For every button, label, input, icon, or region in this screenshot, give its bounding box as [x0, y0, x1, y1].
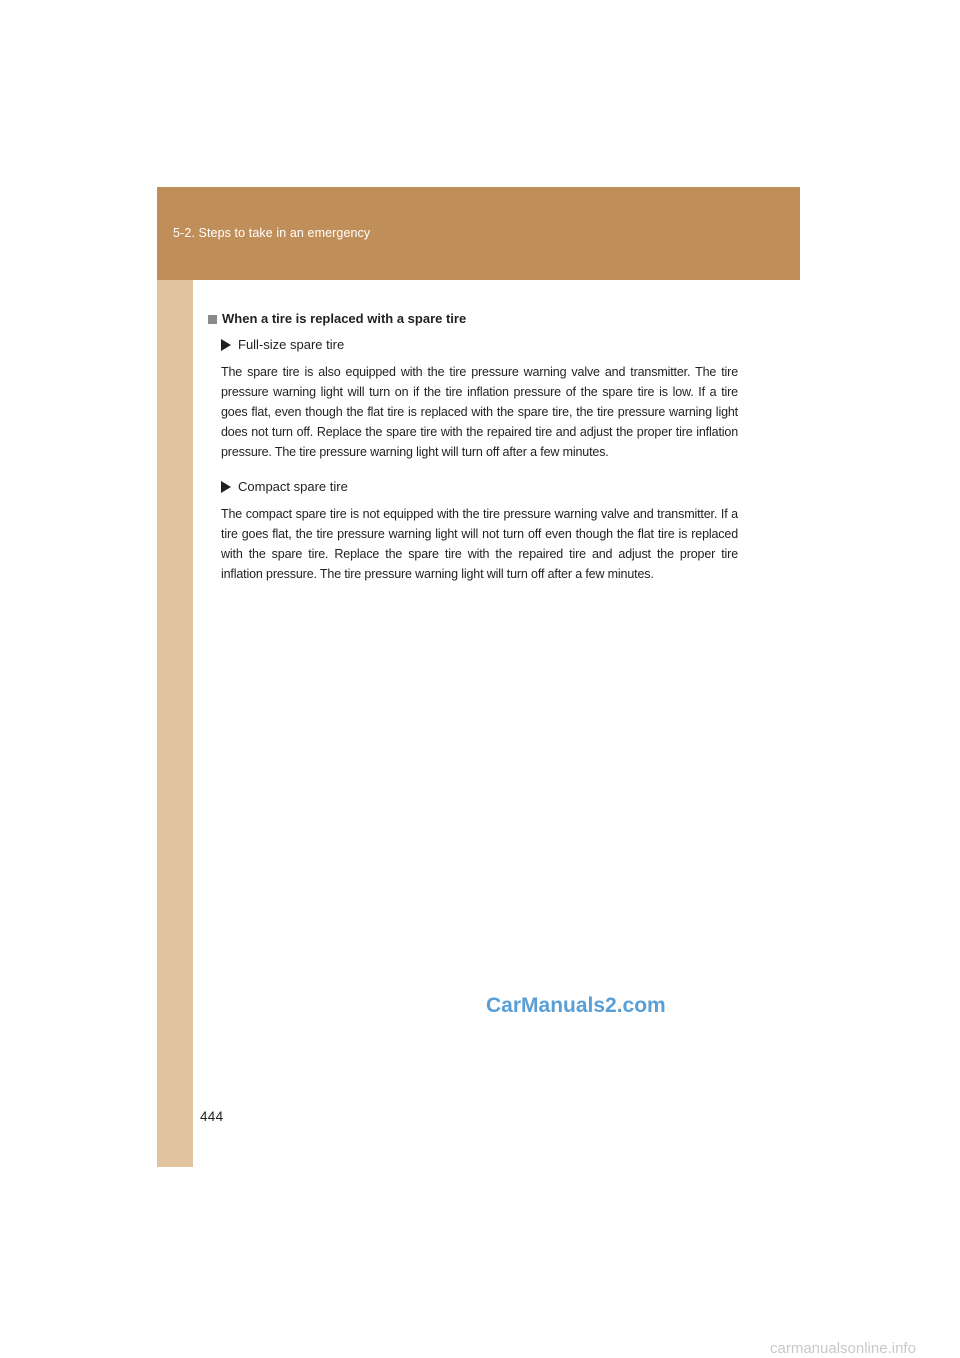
sub-heading-label: Full-size spare tire — [238, 337, 345, 352]
square-bullet-icon — [208, 315, 217, 324]
sub-heading-compact — [221, 478, 738, 496]
paragraph-full-size: The spare tire is also equipped with the tire pressure warning valve and transmitter. The tire pressure warning light will turn on if the tire inflation pressure of the spare tire is low. If a tire goes flat, even though the flat tire is replaced with the spare tire, the tire pressure warning light does not turn off. Replace the spare tire with the repaired tire and adjust the proper tire inflation pressure. The tire pressure warning light will turn off after a few minutes. — [221, 365, 738, 459]
watermark-carmanualsonline: carmanualsonline.info — [770, 1340, 916, 1357]
sub-heading-label: Compact spare tire — [238, 479, 348, 494]
section-title: 5-2. Steps to take in an emergency — [173, 226, 371, 240]
section-heading — [208, 310, 738, 328]
side-strip — [157, 187, 193, 1167]
content-area — [208, 310, 738, 600]
watermark-carmanuals2: CarManuals2.com — [486, 994, 666, 1017]
triangle-bullet-icon — [221, 481, 231, 493]
triangle-bullet-icon — [221, 339, 231, 351]
sub-heading-full-size — [221, 336, 738, 354]
paragraph-compact: The compact spare tire is not equipped with the tire pressure warning valve and transmitter. If a tire goes flat, the tire pressure warning light will not turn off even though the flat tire is replaced with the spare tire. Replace the spare tire with the repaired tire and adjust the proper tire inflation pressure. The tire pressure warning light will turn off after a few minutes. — [221, 507, 738, 581]
page-number: 444 — [200, 1109, 224, 1124]
section-heading-text: When a tire is replaced with a spare tire — [222, 311, 467, 326]
